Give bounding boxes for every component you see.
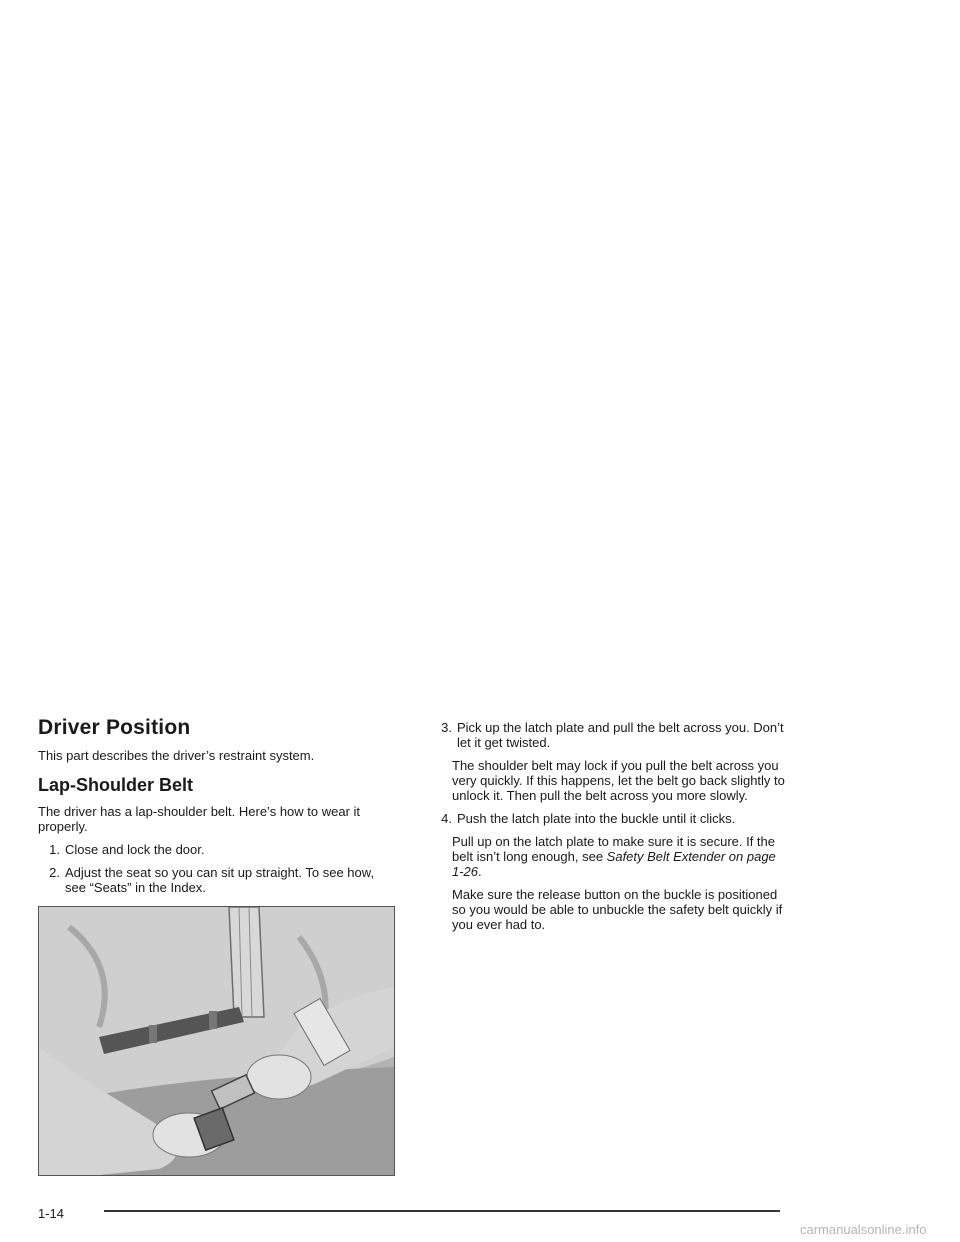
- note-text-end: .: [478, 864, 482, 879]
- page-number: 1-14: [38, 1206, 65, 1221]
- section-heading: Driver Position: [38, 716, 191, 739]
- step-4-note-2: Make sure the release button on the buckle is positioned so you would be able to unbuckle the safety belt quickly if you ever had to.: [452, 887, 783, 932]
- seatbelt-illustration: [38, 906, 395, 1176]
- step-2: [38, 865, 398, 895]
- intro-text: This part describes the driver’s restraint system.: [38, 748, 315, 763]
- footer-rule: [104, 1210, 780, 1212]
- subsection-heading: Lap-Shoulder Belt: [38, 775, 194, 795]
- cross-reference-link[interactable]: Safety Belt Extender on page 1-26: [452, 849, 776, 879]
- step-number: 3.: [441, 720, 452, 735]
- step-number: 4.: [441, 811, 452, 826]
- belt-intro-text: The driver has a lap-shoulder belt. Here’s how to wear it properly.: [38, 804, 361, 834]
- step-text: Adjust the seat so you can sit up straight. To see how, see “Seats” in the Index.: [65, 865, 375, 895]
- watermark: carmanualsonline.info: [800, 1222, 927, 1237]
- step-number: 2.: [49, 865, 60, 880]
- step-4: [430, 811, 790, 826]
- step-text: Push the latch plate into the buckle until it clicks.: [457, 811, 736, 826]
- step-text: Pick up the latch plate and pull the belt across you. Don’t let it get twisted.: [457, 720, 784, 750]
- seatbelt-illustration-drawing: [39, 907, 394, 1175]
- step-3: [430, 720, 790, 750]
- step-1: [38, 842, 398, 857]
- note-text: Pull up on the latch plate to make sure it is secure. If the belt isn’t long enough, see: [452, 834, 776, 864]
- step-number: 1.: [49, 842, 60, 857]
- step-4-note: [430, 834, 790, 879]
- left-column: [38, 716, 398, 903]
- step-3-note: The shoulder belt may lock if you pull the belt across you very quickly. If this happens, let the belt go back slightly to unlock it. Then pull the belt across you more slowly.: [452, 758, 785, 803]
- right-column: [430, 720, 790, 940]
- step-text: Close and lock the door.: [65, 842, 205, 857]
